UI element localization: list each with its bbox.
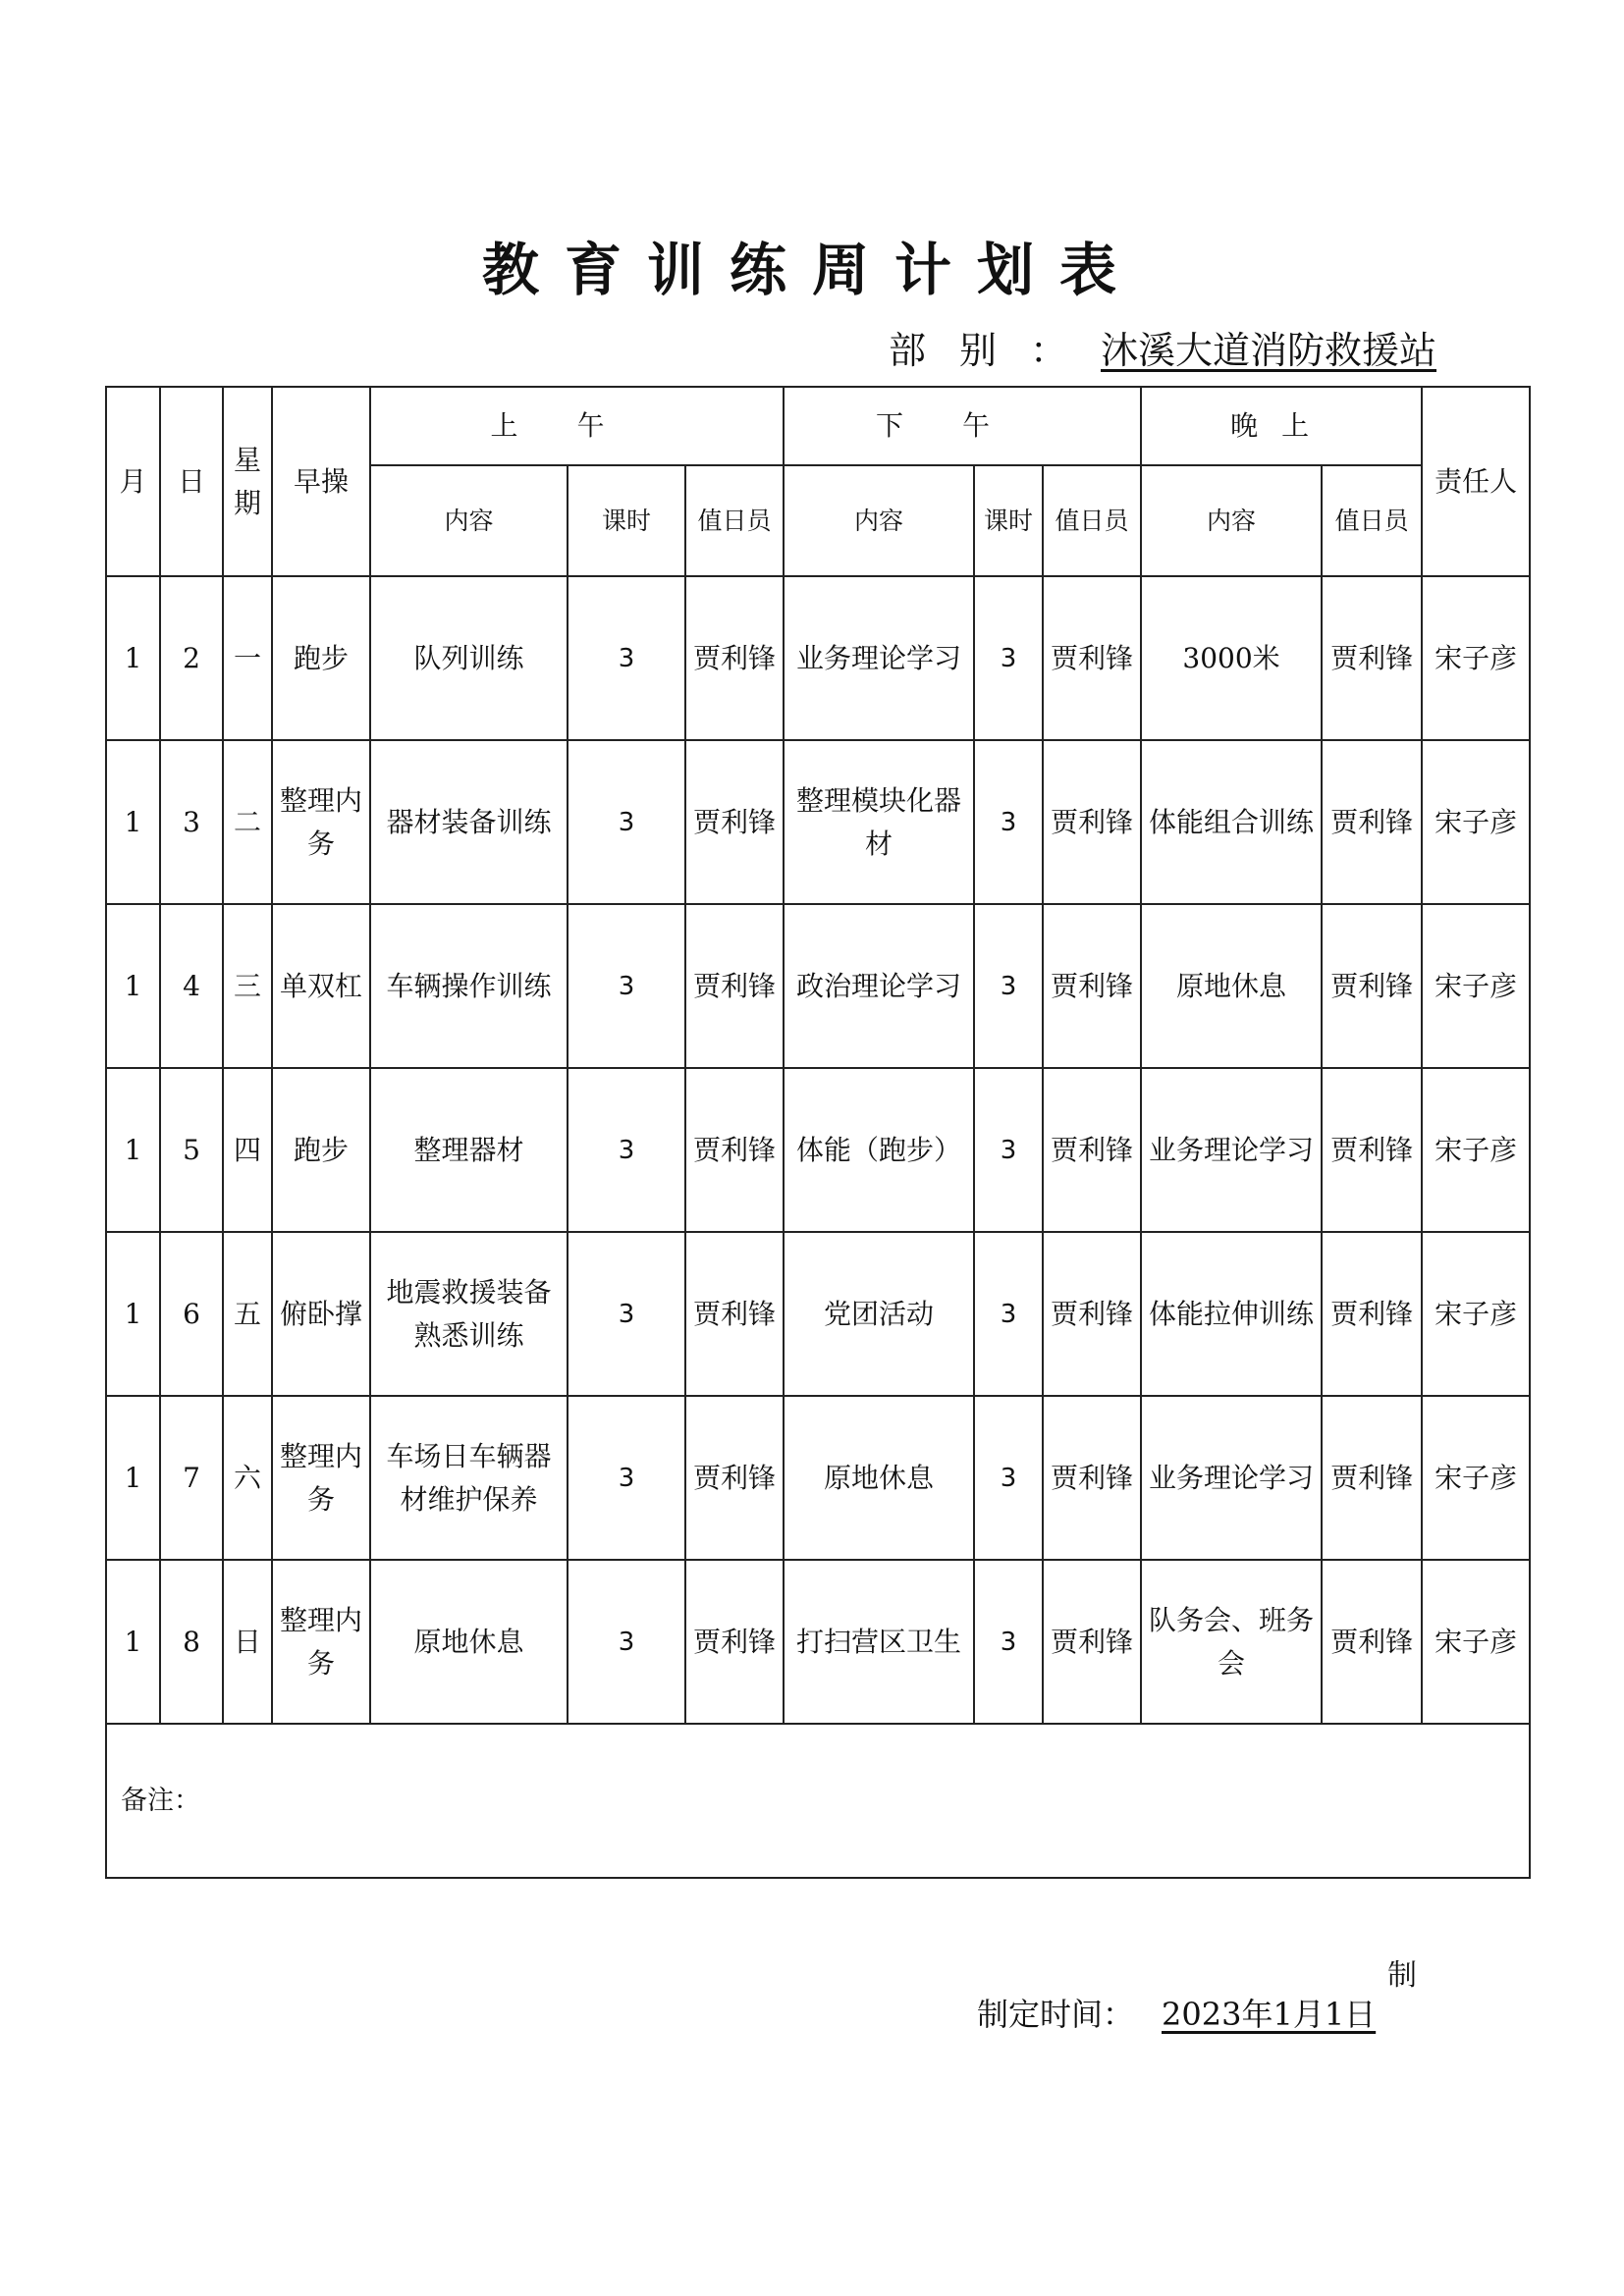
header-eve-duty: 值日员	[1322, 465, 1422, 576]
responsible-cell: 宋子彦	[1422, 1560, 1530, 1724]
pm-duty-cell: 贾利锋	[1043, 740, 1141, 904]
responsible-cell: 宋子彦	[1422, 1068, 1530, 1232]
am-content-cell: 队列训练	[370, 576, 568, 740]
weekday-cell: 三	[223, 904, 272, 1068]
day-cell: 8	[160, 1560, 223, 1724]
date-value: 2023年1月1日	[1162, 1996, 1377, 2033]
responsible-cell: 宋子彦	[1422, 1396, 1530, 1560]
month-cell: 1	[106, 904, 160, 1068]
table-row	[106, 1560, 1530, 1724]
am-duty-cell: 贾利锋	[685, 1232, 784, 1396]
date-line	[977, 1990, 1376, 2035]
pm-duty-cell: 贾利锋	[1043, 1068, 1141, 1232]
am-hours-cell: 3	[568, 1232, 685, 1396]
training-plan-table	[105, 386, 1531, 1879]
date-label: 制定时间：	[977, 1996, 1135, 2033]
eve-duty-cell: 贾利锋	[1322, 904, 1422, 1068]
header-evening: 晚上	[1141, 387, 1422, 465]
pm-duty-cell: 贾利锋	[1043, 904, 1141, 1068]
month-cell: 1	[106, 576, 160, 740]
pm-content-cell: 原地休息	[784, 1396, 974, 1560]
header-month: 月	[106, 387, 160, 576]
responsible-cell: 宋子彦	[1422, 576, 1530, 740]
department-line	[889, 320, 1436, 374]
am-duty-cell: 贾利锋	[685, 740, 784, 904]
weekday-cell: 日	[223, 1560, 272, 1724]
weekday-cell: 二	[223, 740, 272, 904]
eve-duty-cell: 贾利锋	[1322, 1396, 1422, 1560]
page-title: 教育训练周计划表	[481, 237, 1142, 303]
weekday-cell: 五	[223, 1232, 272, 1396]
am-hours-cell: 3	[568, 904, 685, 1068]
notes-cell: 备注：	[106, 1724, 1530, 1878]
eve-duty-cell: 贾利锋	[1322, 740, 1422, 904]
table-row	[106, 904, 1530, 1068]
eve-content-cell: 业务理论学习	[1141, 1396, 1322, 1560]
am-duty-cell: 贾利锋	[685, 576, 784, 740]
am-hours-cell: 3	[568, 740, 685, 904]
pm-hours-cell: 3	[974, 1396, 1043, 1560]
am-content-cell: 车辆操作训练	[370, 904, 568, 1068]
pm-content-cell: 业务理论学习	[784, 576, 974, 740]
pm-duty-cell: 贾利锋	[1043, 1396, 1141, 1560]
pm-duty-cell: 贾利锋	[1043, 1560, 1141, 1724]
am-duty-cell: 贾利锋	[685, 1396, 784, 1560]
header-pm-hours: 课时	[974, 465, 1043, 576]
eve-content-cell: 3000米	[1141, 576, 1322, 740]
header-am: 上午	[370, 387, 784, 465]
am-hours-cell: 3	[568, 1560, 685, 1724]
exercise-cell: 俯卧撑	[272, 1232, 370, 1396]
responsible-cell: 宋子彦	[1422, 904, 1530, 1068]
day-cell: 3	[160, 740, 223, 904]
pm-hours-cell: 3	[974, 740, 1043, 904]
pm-hours-cell: 3	[974, 1068, 1043, 1232]
pm-content-cell: 党团活动	[784, 1232, 974, 1396]
department-label: 部别：	[889, 329, 1102, 372]
pm-duty-cell: 贾利锋	[1043, 576, 1141, 740]
pm-content-cell: 政治理论学习	[784, 904, 974, 1068]
eve-duty-cell: 贾利锋	[1322, 576, 1422, 740]
weekday-cell: 一	[223, 576, 272, 740]
responsible-cell: 宋子彦	[1422, 1232, 1530, 1396]
am-content-cell: 整理器材	[370, 1068, 568, 1232]
day-cell: 4	[160, 904, 223, 1068]
header-morning-exercise: 早操	[272, 387, 370, 576]
pm-content-cell: 整理模块化器材	[784, 740, 974, 904]
header-am-duty: 值日员	[685, 465, 784, 576]
exercise-cell: 整理内务	[272, 1396, 370, 1560]
day-cell: 5	[160, 1068, 223, 1232]
eve-duty-cell: 贾利锋	[1322, 1232, 1422, 1396]
weekday-cell: 四	[223, 1068, 272, 1232]
am-hours-cell: 3	[568, 1068, 685, 1232]
exercise-cell: 整理内务	[272, 740, 370, 904]
month-cell: 1	[106, 1396, 160, 1560]
header-pm-duty: 值日员	[1043, 465, 1141, 576]
header-pm-content: 内容	[784, 465, 974, 576]
eve-content-cell: 原地休息	[1141, 904, 1322, 1068]
header-am-hours: 课时	[568, 465, 685, 576]
exercise-cell: 单双杠	[272, 904, 370, 1068]
am-content-cell: 器材装备训练	[370, 740, 568, 904]
am-duty-cell: 贾利锋	[685, 904, 784, 1068]
day-cell: 7	[160, 1396, 223, 1560]
pm-hours-cell: 3	[974, 576, 1043, 740]
pm-duty-cell: 贾利锋	[1043, 1232, 1141, 1396]
eve-content-cell: 体能组合训练	[1141, 740, 1322, 904]
day-cell: 2	[160, 576, 223, 740]
header-pm: 下午	[784, 387, 1141, 465]
eve-duty-cell: 贾利锋	[1322, 1560, 1422, 1724]
department-value: 沐溪大道消防救援站	[1101, 329, 1437, 372]
month-cell: 1	[106, 740, 160, 904]
header-weekday: 星期	[223, 387, 272, 576]
header-eve-content: 内容	[1141, 465, 1322, 576]
header-am-content: 内容	[370, 465, 568, 576]
pm-hours-cell: 3	[974, 904, 1043, 1068]
weekday-cell: 六	[223, 1396, 272, 1560]
pm-content-cell: 体能（跑步）	[784, 1068, 974, 1232]
am-duty-cell: 贾利锋	[685, 1560, 784, 1724]
header-responsible: 责任人	[1422, 387, 1530, 576]
eve-content-cell: 业务理论学习	[1141, 1068, 1322, 1232]
month-cell: 1	[106, 1068, 160, 1232]
table-row	[106, 1068, 1530, 1232]
pm-hours-cell: 3	[974, 1232, 1043, 1396]
maker-label: 制	[1387, 1958, 1417, 1993]
responsible-cell: 宋子彦	[1422, 740, 1530, 904]
day-cell: 6	[160, 1232, 223, 1396]
am-content-cell: 车场日车辆器材维护保养	[370, 1396, 568, 1560]
month-cell: 1	[106, 1560, 160, 1724]
am-hours-cell: 3	[568, 1396, 685, 1560]
am-content-cell: 地震救援装备熟悉训练	[370, 1232, 568, 1396]
table-row	[106, 1232, 1530, 1396]
exercise-cell: 整理内务	[272, 1560, 370, 1724]
am-duty-cell: 贾利锋	[685, 1068, 784, 1232]
am-hours-cell: 3	[568, 576, 685, 740]
exercise-cell: 跑步	[272, 576, 370, 740]
am-content-cell: 原地休息	[370, 1560, 568, 1724]
table-row	[106, 1396, 1530, 1560]
eve-content-cell: 队务会、班务会	[1141, 1560, 1322, 1724]
table-row	[106, 576, 1530, 740]
pm-hours-cell: 3	[974, 1560, 1043, 1724]
table-row	[106, 740, 1530, 904]
eve-content-cell: 体能拉伸训练	[1141, 1232, 1322, 1396]
exercise-cell: 跑步	[272, 1068, 370, 1232]
eve-duty-cell: 贾利锋	[1322, 1068, 1422, 1232]
header-day: 日	[160, 387, 223, 576]
pm-content-cell: 打扫营区卫生	[784, 1560, 974, 1724]
month-cell: 1	[106, 1232, 160, 1396]
